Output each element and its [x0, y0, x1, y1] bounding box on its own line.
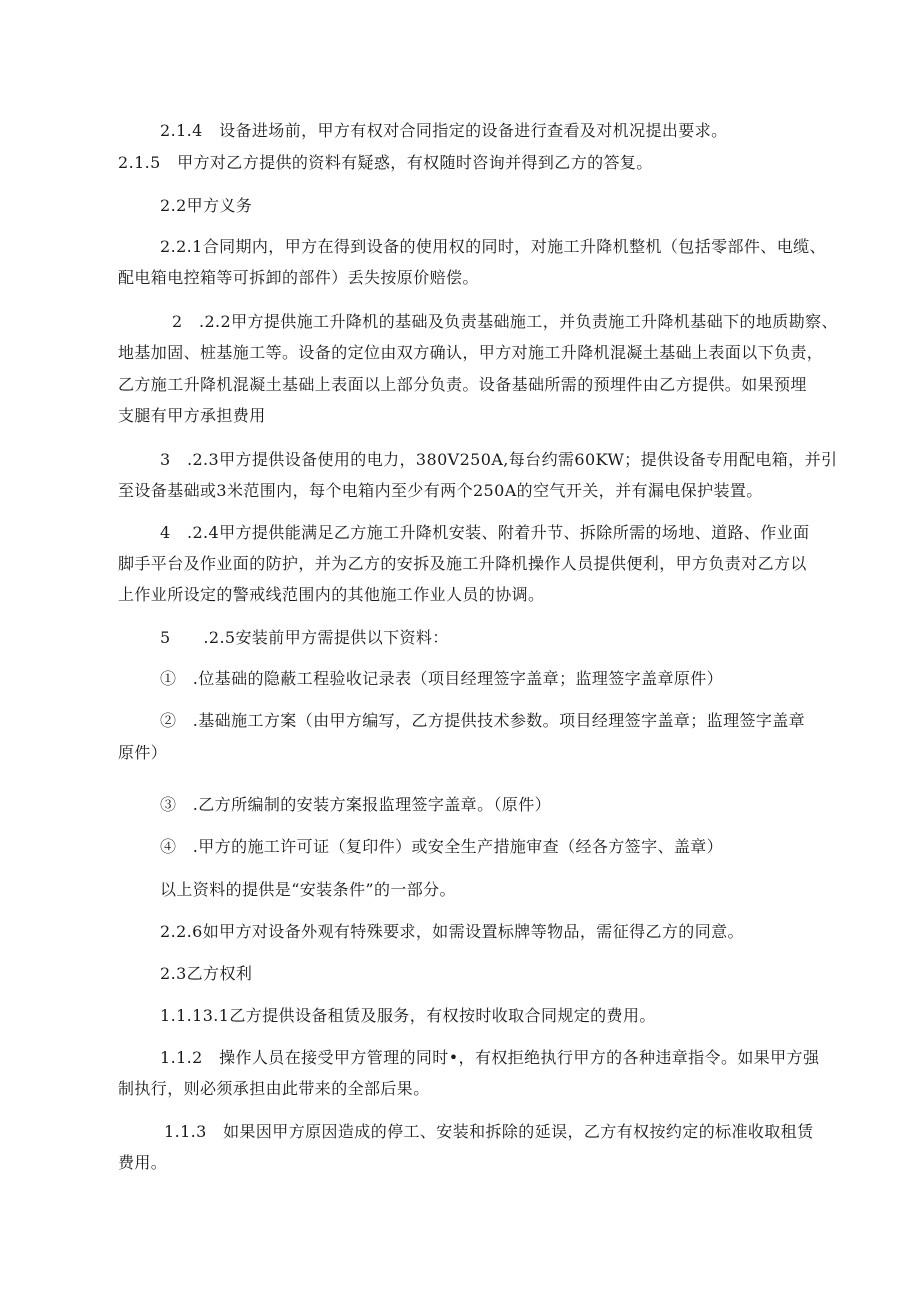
clause-2-2-5: 5 .2.5安装前甲方需提供以下资料：	[160, 628, 449, 647]
materials-note: 以上资料的提供是“安装条件”的一部分。	[160, 880, 456, 899]
clause-2-2-4-line-3: 上作业所设定的警戒线范围内的其他施工作业人员的协调。	[118, 585, 545, 604]
section-heading-2-3: 2.3乙方权利	[160, 964, 253, 983]
clause-2-2-4-line-1: 4 .2.4甲方提供能满足乙方施工升降机安装、附着升节、拆除所需的场地、道路、作业面	[160, 523, 810, 542]
clause-2-1-4: 2.1.4 设备进场前，甲方有权对合同指定的设备进行查看及对机况提出要求。	[160, 121, 728, 140]
clause-2-2-1-line-1: 2.2.1合同期内，甲方在得到设备的使用权的同时，对施工升降机整机（包括零部件、电缆、	[160, 237, 826, 256]
clause-1-1-2-line-1: 1.1.2 操作人员在接受甲方管理的同时•，有权拒绝执行甲方的各种违章指令。如果甲方强	[160, 1048, 820, 1067]
clause-2-2-6: 2.2.6如甲方对设备外观有特殊要求，如需设置标牌等物品，需征得乙方的同意。	[160, 922, 744, 941]
clause-2-2-2-line-4: 支腿有甲方承担费用	[118, 406, 266, 425]
list-item-3: ③ .乙方所编制的安装方案报监理签字盖章。（原件）	[160, 795, 552, 814]
clause-2-2-2-line-2: 地基加固、桩基施工等。设备的定位由双方确认，甲方对施工升降机混凝土基础上表面以下负责，	[118, 343, 824, 362]
list-item-2-line-2: 原件）	[118, 743, 168, 762]
clause-1-1-2-line-2: 制执行，则必须承担由此带来的全部后果。	[118, 1079, 430, 1098]
clause-1-1-13-1: 1.1.13.1乙方提供设备租赁及服务，有权按时收取合同规定的费用。	[160, 1006, 656, 1025]
clause-2-2-3-line-2: 至设备基础或3米范围内，每个电箱内至少有两个250A的空气开关，并有漏电保护装置。	[118, 481, 763, 500]
clause-2-2-1-line-2: 配电箱电控箱等可拆卸的部件）丢失按原价赔偿。	[118, 268, 479, 287]
clause-2-1-5: 2.1.5 甲方对乙方提供的资料有疑惑，有权随时咨询并得到乙方的答复。	[118, 153, 653, 172]
section-heading-2-2: 2.2甲方义务	[160, 196, 253, 215]
list-item-4: ④ .甲方的施工许可证（复印件）或安全生产措施审查（经各方签字、盖章）	[160, 837, 724, 856]
clause-1-1-3-line-1: 1.1.3 如果因甲方原因造成的停工、安装和拆除的延误，乙方有权按约定的标准收取租赁	[164, 1122, 814, 1141]
clause-1-1-3-line-2: 费用。	[118, 1153, 168, 1172]
clause-2-2-2-line-3: 乙方施工升降机混凝土基础上表面以上部分负责。设备基础所需的预埋件由乙方提供。如果预埋	[118, 375, 807, 394]
clause-2-2-2-line-1: 2 .2.2甲方提供施工升降机的基础及负责基础施工，并负责施工升降机基础下的地质勘察、	[172, 312, 838, 331]
list-item-1: ① .位基础的隐蔽工程验收记录表（项目经理签字盖章；监理签字盖章原件）	[160, 669, 724, 688]
clause-2-2-3-line-1: 3 .2.3甲方提供设备使用的电力，380V250A,每台约需60KW；提供设备专用配电箱，并引	[160, 450, 838, 469]
list-item-2-line-1: ② .基础施工方案（由甲方编写，乙方提供技术参数。项目经理签字盖章；监理签字盖章	[160, 711, 806, 730]
clause-2-2-4-line-2: 脚手平台及作业面的防护，并为乙方的安拆及施工升降机操作人员提供便利，甲方负责对乙方以	[118, 554, 807, 573]
